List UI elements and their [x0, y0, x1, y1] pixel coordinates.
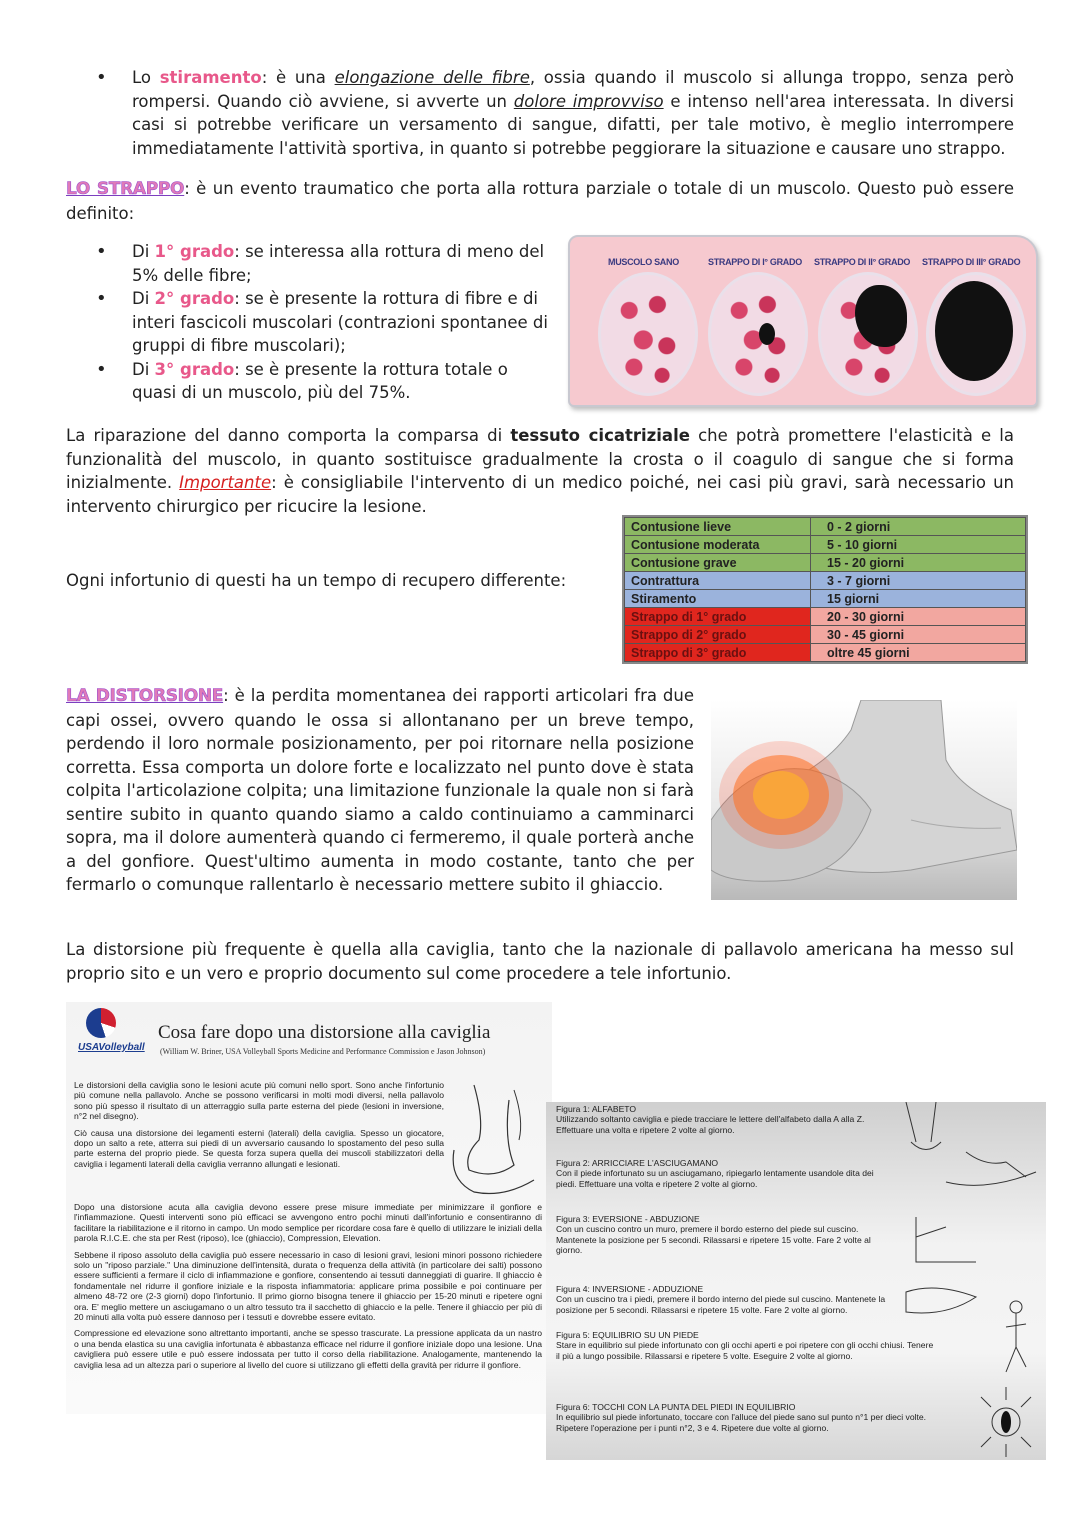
recovery-time: 15 giorni — [811, 590, 1026, 608]
recovery-row — [625, 608, 1026, 626]
grade-2-label: 2° grado — [154, 289, 235, 308]
usav-paragraph-4: Sebbene il riposo assoluto della caviglia può essere necessario in caso di lesioni gravi, lesioni minori possono richiedere solo un "riposo parziale." Una diminuzione dell'intensità, durata o frequenza della attività (in particolare dei salti) possono essere sufficienti a fermare il ciclo di infiammazione e gonfiore, consentendo ai tessuti danneggiati di guarire. Il ghiaccio è fondamentale nel ridurre il gonfiore iniziale e la risposta infiammatoria: applicare prima possibile e poi continuare per almeno 48-72 ore (2-3 giorni) dopo l'infortunio. Il primo giorno bisogna tenere il ghiaccio per 15-20 minuti e ripetere ogni ora. E' meglio mettere un asciugamano o un altro tessuto tra il sacchetto di ghiaccio e la pelle. Tenere il ghiaccio per più di 20 minuti alla volta può essere dannoso per i tessuti e dovrebbe essere evitato. — [74, 1249, 542, 1323]
usav-logo-icon — [86, 1008, 116, 1038]
recovery-row — [625, 590, 1026, 608]
usav-paragraphs-top — [74, 1080, 444, 1175]
exercise-drawings-icon — [886, 1102, 1046, 1460]
recovery-injury: Stiramento — [625, 590, 811, 608]
distorsione-text: : è la perdita momentanea dei rapporti articolari fra due capi ossei, ovvero quando le ossa si allontanano per un breve tempo, perdendo il loro normale posizionamento, per poi ritornare nella posizione corretta. Essa comporta un dolore forte e localizzato nel punto dove è stata colpita l'articolazione colpita; una limitazione funzionale la quale non si farà sentire subito in quanto quando siamo a caldo continuiamo a camminarci sopra, ma il dolore aumenterà quando ci fermeremo, il quale porterà anche a del gonfiore. Quest'ultimo aumenta in modo costante, tanto che per fermarlo o comunque rallentarlo è necessario mettere subito il ghiaccio. — [66, 686, 695, 894]
importante-label: Importante — [179, 473, 272, 492]
muscle-healthy-shape — [598, 272, 698, 396]
riparazione-bold: tessuto cicatriziale — [510, 426, 690, 445]
stiramento-paragraph — [66, 66, 1014, 160]
strappo-intro-text: : è un evento traumatico che porta alla rottura parziale o totale di un muscolo. Questo può essere definito: — [66, 179, 1014, 223]
figure-5: Figura 5: EQUILIBRIO SU UN PIEDE Stare in equilibrio sul piede infortunato con gli occhi aperti e poi ripetere con gli occhi chiusi. Tenere il più a lungo possibile. Rilassarsi e ripetere 5 volte. Eseguire 2 volte al giorno. — [556, 1330, 934, 1361]
riparazione-text-1: La riparazione del danno comporta la comparsa di — [66, 426, 503, 445]
recovery-injury: Contusione grave — [625, 554, 811, 572]
muscle-grade3-shape — [926, 272, 1026, 396]
usav-paragraph-5: Compressione ed elevazione sono altrettanto importanti, anche se spesso trascurate. La pressione applicata da un nastro o una benda elastica su una caviglia infortunata è abbastanza efficace nel ridurre il gonfiore iniziale dopo una lesione. Una cavigliera può essere utile e può essere indossata per tutto il corso della riabilitazione. Analogamente, mantenendo la caviglia lesa ad un altezza pari o superiore al livello del cuore si utilizzano gli effetti della gravità per ridurre il gonfiore. — [74, 1328, 542, 1370]
usav-paragraph-3: Dopo una distorsione acuta alla caviglia devono essere prese misure immediate per minimizzare il gonfiore e l'infiammazione. Questi interventi sono più efficaci se avvengono entro pochi minuti dall'infortunio e consentiranno di facilitare la riabilitazione e il ritorno in campo. Un modo semplice per ricordare cosa fare è quello di utilizzare le iniziali della parola R.I.C.E. che sta per Rest (riposo), Ice (ghiaccio), Compression, Elevation. — [74, 1202, 542, 1244]
figure-2: Figura 2: ARRICCIARE L'ASCIUGAMANO Con il piede infortunato su un asciugamano, ripiegarlo lentamente usandole dita dei piedi. Effettuare una volta e ripetere 2 volte al giorno. — [556, 1158, 874, 1189]
grade-3-text: : se è presente la rottura totale o quasi di un muscolo, più del 75%. — [132, 359, 508, 402]
stiramento-text-2: e intenso nell'area interessata. In diversi casi si potrebbe verificare un versamento di sangue, difatti, per tale motivo, è meglio interrompere immediatamente l'attività sportiva, in quanto si potrebbe peggiorare la situazione e causare uno strappo. — [132, 91, 1015, 158]
recovery-row — [625, 644, 1026, 662]
foot-drawing-icon — [444, 1080, 544, 1198]
recovery-row — [625, 518, 1026, 536]
recovery-time: 0 - 2 giorni — [811, 518, 1026, 536]
recovery-injury: Strappo di 2° grado — [625, 626, 811, 644]
recovery-row — [625, 572, 1026, 590]
distorsione-paragraph — [66, 684, 694, 897]
recovery-injury: Contrattura — [625, 572, 811, 590]
recovery-row — [625, 554, 1026, 572]
strappo-grades — [66, 240, 548, 405]
strappo-intro — [66, 177, 1014, 225]
grade-1-label: 1° grado — [154, 242, 235, 261]
strappo-grade-2: • Di 2° grado: se è presente la rottura di fibre e di interi fascicoli muscolari (contrazioni spontanee di gruppi di fibre muscolari); — [66, 287, 548, 358]
muscle-grade1-shape — [708, 272, 808, 396]
grade-3-label: 3° grado — [154, 359, 235, 379]
usav-document-image — [66, 1002, 552, 1414]
label-strappo-3: STRAPPO DI III° GRADO — [922, 257, 1021, 267]
recovery-time: 15 - 20 giorni — [811, 554, 1026, 572]
usav-paragraph-1: Le distorsioni della caviglia sono le lesioni acute più comuni nello sport. Sono anche l'infortunio più comune nella pallavolo. Anche se possono verificarsi in molti modi diversi, nella pallavolo sono più spesso il risultato di un atterraggio sulla parte esterna del piede (lesioni in inversione, n°2 nel disegno). — [74, 1080, 444, 1122]
stiramento-text-1: , ossia quando il muscolo si allunga troppo, senza però rompersi. Quando ciò avviene, si avverte un — [132, 68, 1014, 111]
grade-1-text: : se interessa alla rottura di meno del 5% delle fibre; — [132, 242, 545, 285]
figure-1: Figura 1: ALFABETO Utilizzando soltanto caviglia e piede tracciare le lettere dell'alfabeto dalla A alla Z. Effettuare una volta e ripetere 2 volte al giorno. — [556, 1104, 865, 1135]
recovery-row — [625, 626, 1026, 644]
stiramento-elongazione: elongazione delle fibre — [334, 68, 530, 87]
recovery-injury: Strappo di 3° grado — [625, 644, 811, 662]
strappo-grade-1: • Di 1° grado: se interessa alla rottura di meno del 5% delle fibre; — [66, 240, 548, 287]
recovery-time: 3 - 7 giorni — [811, 572, 1026, 590]
recovery-table-wrap — [622, 515, 1028, 664]
grade-2-text: : se è presente la rottura di fibre e di interi fascicoli muscolari (contrazioni spontanee di gruppi di fibre muscolari); — [132, 289, 548, 355]
strappo-grade-3: • Di 3° grado: se è presente la rottura totale o quasi di un muscolo, più del 75%. — [66, 358, 548, 405]
usav-logo-text: USAVolleyball — [78, 1042, 145, 1053]
recupero-intro: Ogni infortunio di questi ha un tempo di recupero differente: — [66, 571, 567, 590]
stiramento-colon: : è una — [261, 68, 326, 87]
usav-paragraphs-bottom — [74, 1202, 542, 1376]
ankle-illustration — [711, 700, 1017, 900]
riparazione-text-3: : è consigliabile l'intervento di un medico poiché, nei casi più gravi, sarà necessario un intervento chirurgico per ricucire la lesione. — [66, 473, 1014, 516]
figure-6: Figura 6: TOCCHI CON LA PUNTA DEL PIEDI IN EQUILIBRIO In equilibrio sul piede infortunato, toccare con l'alluce del piede sano sul punto n°1 per dieci volte. Ripetere l'operazione per i punti n°2, 3 e 4. Ripetere due volte al giorno. — [556, 1402, 927, 1433]
label-muscolo-sano: MUSCOLO SANO — [608, 257, 679, 267]
recovery-time: 20 - 30 giorni — [811, 608, 1026, 626]
exercises-image — [546, 1102, 1046, 1460]
caviglia-paragraph: La distorsione più frequente è quella alla caviglia, tanto che la nazionale di pallavolo americana ha messo sul proprio sito e un vero e proprio documento sul come procedere a tele infortunio. — [66, 940, 1014, 983]
recovery-row — [625, 536, 1026, 554]
muscle-tear-image — [568, 235, 1038, 407]
riparazione-text-2: che potrà promettere l'elasticità e la funzionalità del muscolo, in quanto sostituisce gradualmente la crosta o il coagulo di sangue che si forma inizialmente. — [66, 426, 1014, 492]
riparazione-paragraph — [66, 424, 1014, 518]
figure-3: Figura 3: EVERSIONE - ABDUZIONE Con un cuscino contro un muro, premere il bordo esterno del piede sul cuscino. Mantenete la posizione per 5 secondi. Rilassarsi e ripetere 15 volte. Fare 2 volte al giorno. — [556, 1214, 871, 1256]
recovery-time: 5 - 10 giorni — [811, 536, 1026, 554]
recovery-injury: Contusione lieve — [625, 518, 811, 536]
distorsione-heading: LA DISTORSIONE — [66, 686, 224, 706]
strappo-heading: LO STRAPPO — [66, 179, 185, 199]
figure-4: Figura 4: INVERSIONE - ADDUZIONE Con un cuscino tra i piedi, premere il bordo interno del piede sul cuscino. Mantenete la posizione per 5 secondi. Rilassarsi e ripetere 15 volte. Fare 2 volte al giorno. — [556, 1284, 886, 1315]
recovery-time: oltre 45 giorni — [811, 644, 1026, 662]
recovery-injury: Contusione moderata — [625, 536, 811, 554]
label-strappo-2: STRAPPO DI II° GRADO — [814, 257, 911, 267]
recovery-injury: Strappo di 1° grado — [625, 608, 811, 626]
recovery-time: 30 - 45 giorni — [811, 626, 1026, 644]
usav-subtitle: (William W. Briner, USA Volleyball Sports Medicine and Performance Commission e Jason Johnson) — [160, 1047, 486, 1056]
muscle-grade2-shape — [818, 272, 918, 396]
recovery-table — [624, 517, 1026, 662]
stiramento-dolore: dolore improvviso — [513, 91, 664, 111]
stiramento-bullet — [66, 66, 1014, 160]
usav-title: Cosa fare dopo una distorsione alla caviglia — [158, 1022, 491, 1043]
ankle-sprain-image — [711, 700, 1017, 900]
stiramento-term: stiramento — [159, 68, 262, 87]
label-strappo-1: STRAPPO DI I° GRADO — [708, 257, 802, 267]
usav-paragraph-2: Ciò causa una distorsione dei legamenti esterni (laterali) della caviglia. Spesso un giocatore, dopo un salto a rete, atterra sui piedi di un avversario causando lo spostamento del peso sulla parte esterna del proprio piede. Se questa forza supera quella dei muscoli stabilizzatori della caviglia i legamenti laterali della caviglia verranno allungati e lesionati. — [74, 1127, 444, 1169]
stiramento-lo: Lo — [132, 68, 151, 87]
